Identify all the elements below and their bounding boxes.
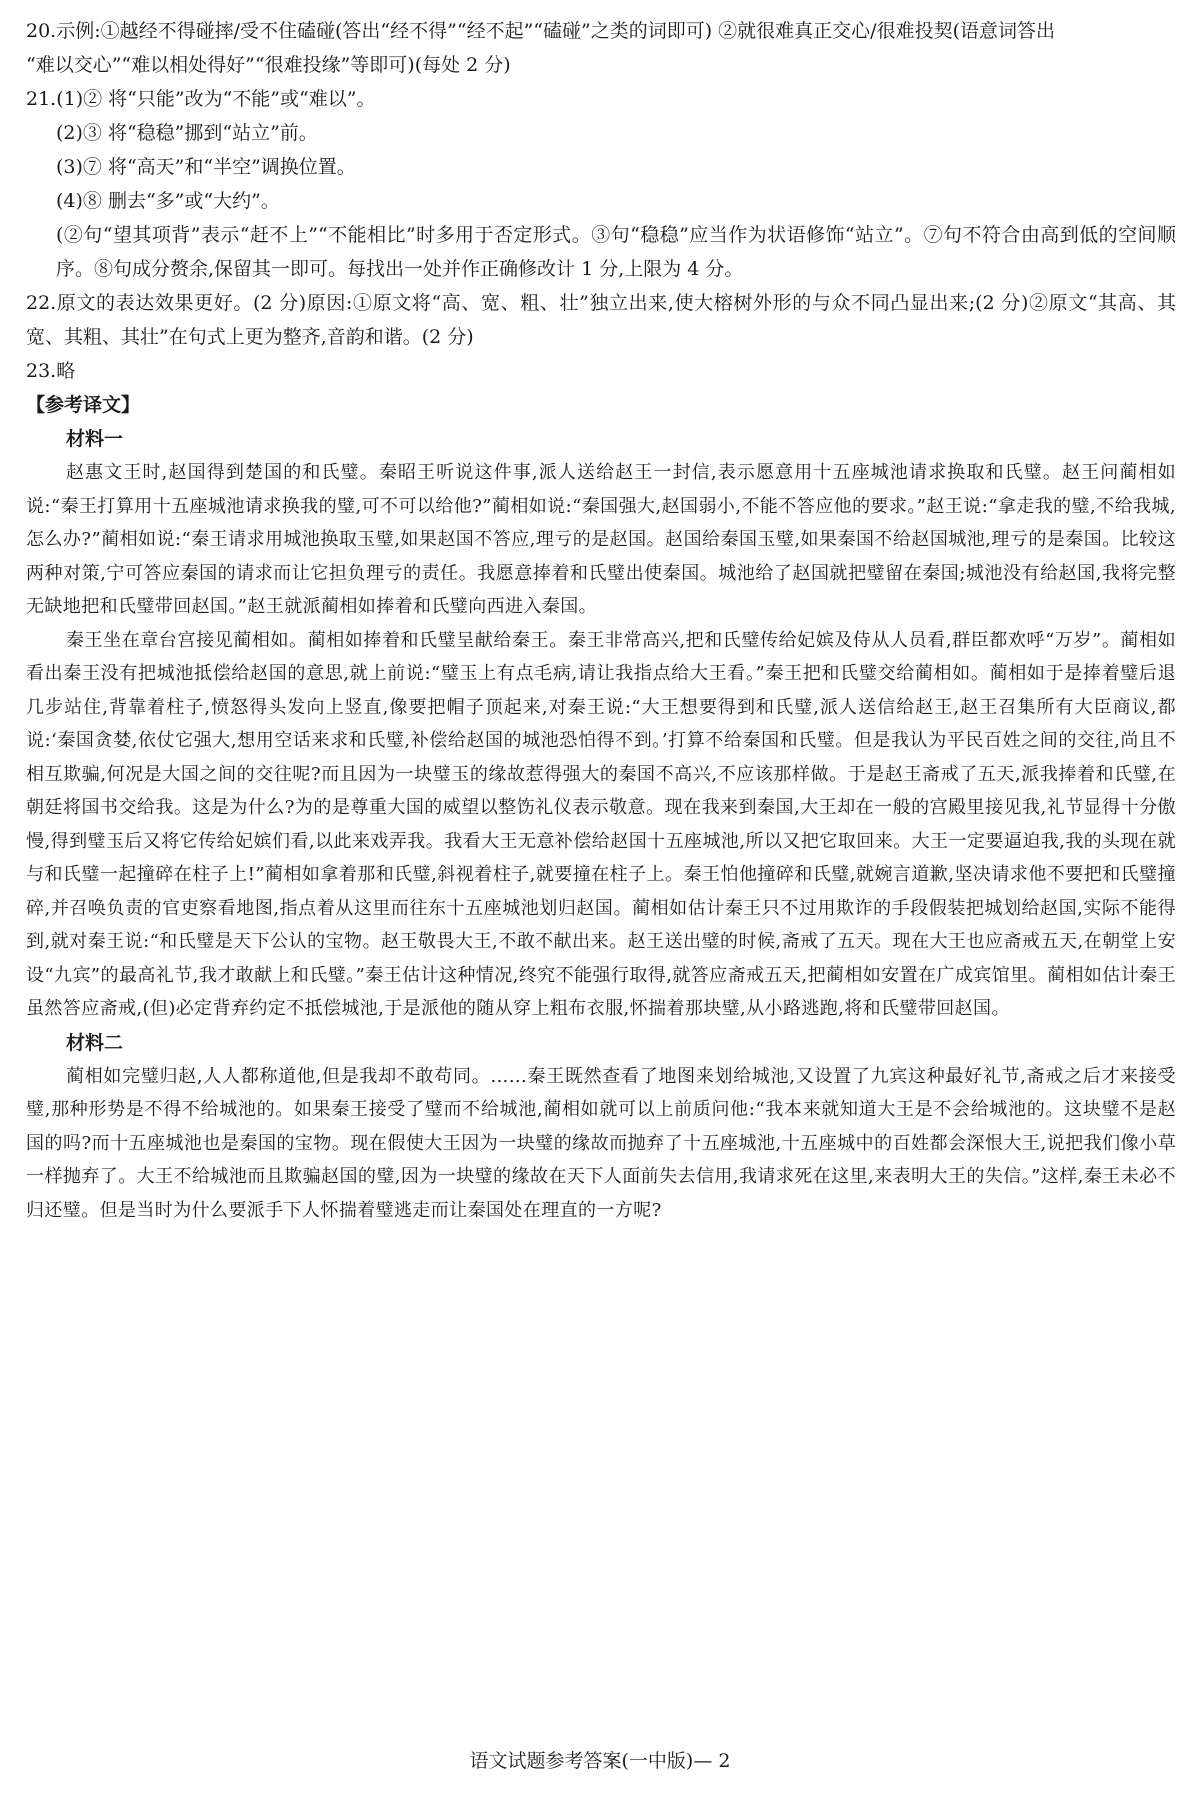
page-footer: 语文试题参考答案(一中版)— 2 [469, 1750, 731, 1772]
q21-item-2: (2)③ 将“稳稳”挪到“站立”前。 [56, 122, 318, 144]
q23-answer: 23.略 [26, 360, 76, 382]
material1-paragraph-1: 赵惠文王时,赵国得到楚国的和氏璧。秦昭王听说这件事,派人送给赵王一封信,表示愿意用十五座城池请求换取和氏璧。赵王问蔺相如说:“秦王打算用十五座城池请求换我的璧,可不可以给他?”蔺相如说:“秦国强大,赵国弱小,不能不答应他的要求。”赵王说:“拿走我的璧,不给我城,怎么办?”蔺相如说:“秦王请求用城池换取玉璧,如果赵国不答应,理亏的是赵国。赵国给秦国玉璧,如果秦国不给赵国城池,理亏的是秦国。比较这两种对策,宁可答应秦国的请求而让它担负理亏的责任。我愿意捧着和氏璧出使秦国。城池给了赵国就把璧留在秦国;城池没有给赵国,我将完整无缺地把和氏璧带回赵国。”赵王就派蔺相如捧着和氏璧向西进入秦国。 [26, 462, 1176, 617]
q21-note: (②句“望其项背”表示“赶不上”“不能相比”时多用于否定形式。③句“稳稳”应当作为状语修饰“站立”。⑦句不符合由高到低的空间顺序。⑧句成分赘余,保留其一即可。每找出一处并作正确修改计 1 分,上限为 4 分。 [56, 224, 1176, 280]
material1-title: 材料一 [66, 428, 124, 450]
q20-line2: “难以交心”“难以相处得好”“很难投缘”等即可)(每处 2 分) [26, 54, 511, 76]
q21-item-3: (3)⑦ 将“高天”和“半空”调换位置。 [56, 156, 356, 178]
material2-title: 材料二 [66, 1031, 124, 1054]
q21-item-1: 21.(1)② 将“只能”改为“不能”或“难以”。 [26, 88, 376, 110]
translation-heading: 【参考译文】 [26, 394, 141, 416]
q21-item-4: (4)⑧ 删去“多”或“大约”。 [56, 190, 280, 212]
answer-page [26, 14, 1176, 1227]
q20-line1: 20.示例:①越经不得碰摔/受不住磕碰(答出“经不得”“经不起”“磕碰”之类的词即可) ②就很难真正交心/很难投契(语意词答出 [26, 20, 1055, 42]
material2-paragraph-1: 蔺相如完璧归赵,人人都称道他,但是我却不敢苟同。……秦王既然查看了地图来划给城池,又设置了九宾这种最好礼节,斋戒之后才来接受璧,那种形势是不得不给城池的。如果秦王接受了璧而不给城池,蔺相如就可以上前质问他:“我本来就知道大王是不会给城池的。这块璧不是赵国的吗?而十五座城池也是秦国的宝物。现在假使大王因为一块璧的缘故而抛弃了十五座城池,十五座城中的百姓都会深恨大王,说把我们像小草一样抛弃了。大王不给城池而且欺骗赵国的璧,因为一块璧的缘故在天下人面前失去信用,我请求死在这里,来表明大王的失信。”这样,秦王未必不归还璧。但是当时为什么要派手下人怀揣着璧逃走而让秦国处在理直的一方呢? [26, 1065, 1176, 1221]
material1-paragraph-2: 秦王坐在章台宫接见蔺相如。蔺相如捧着和氏璧呈献给秦王。秦王非常高兴,把和氏璧传给妃嫔及侍从人员看,群臣都欢呼“万岁”。蔺相如看出秦王没有把城池抵偿给赵国的意思,就上前说:“璧玉上有点毛病,请让我指点给大王看。”秦王把和氏璧交给蔺相如。蔺相如于是捧着璧后退几步站住,背靠着柱子,愤怒得头发向上竖直,像要把帽子顶起来,对秦王说:“大王想要得到和氏璧,派人送信给赵王,赵王召集所有大臣商议,都说:‘秦国贪婪,依仗它强大,想用空话来求和氏璧,补偿给赵国的城池恐怕得不到。’打算不给秦国和氏璧。但是我认为平民百姓之间的交往,尚且不相互欺骗,何况是大国之间的交往呢?而且因为一块璧玉的缘故惹得强大的秦国不高兴,不应该那样做。于是赵王斋戒了五天,派我捧着和氏璧,在朝廷将国书交给我。这是为什么?为的是尊重大国的威望以整饬礼仪表示敬意。现在我来到秦国,大王却在一般的宫殿里接见我,礼节显得十分傲慢,得到璧玉后又将它传给妃嫔们看,以此来戏弄我。我看大王无意补偿给赵国十五座城池,所以又把它取回来。大王一定要逼迫我,我的头现在就与和氏璧一起撞碎在柱子上!”蔺相如拿着那和氏璧,斜视着柱子,就要撞在柱子上。秦王怕他撞碎和氏璧,就婉言道歉,坚决请求他不要把和氏璧撞碎,并召唤负责的官吏察看地图,指点着从这里而往东十五座城池划归赵国。蔺相如估计秦王只不过用欺诈的手段假装把城划给赵国,实际不能得到,就对秦王说:“和氏璧是天下公认的宝物。赵王敬畏大王,不敢不献出来。赵王送出璧的时候,斋戒了五天。现在大王也应斋戒五天,在朝堂上安设“九宾”的最高礼节,我才敢献上和氏璧。”秦王估计这种情况,终究不能强行取得,就答应斋戒五天,把蔺相如安置在广成宾馆里。蔺相如估计秦王虽然答应斋戒,(但)必定背弃约定不抵偿城池,于是派他的随从穿上粗布衣服,怀揣着那块璧,从小路逃跑,将和氏璧带回赵国。 [26, 629, 1176, 1019]
q22-answer: 22.原文的表达效果更好。(2 分)原因:①原文将“高、宽、粗、壮”独立出来,使大榕树外形的与众不同凸显出来;(2 分)②原文“其高、其宽、其粗、其壮”在句式上更为整齐,音韵和谐。(2 分) [26, 292, 1176, 348]
